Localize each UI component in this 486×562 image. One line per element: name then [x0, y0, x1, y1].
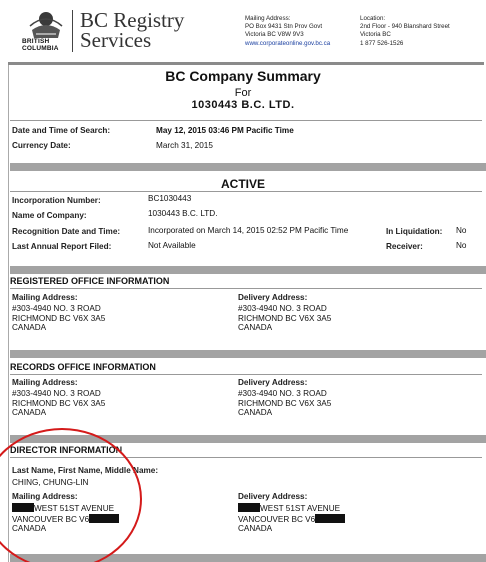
registered-mailing-label: Mailing Address: [12, 293, 78, 302]
divider-line [10, 120, 482, 121]
page-title: BC Company Summary [165, 68, 321, 84]
divider-line [10, 374, 482, 375]
top-divider-bar [8, 62, 484, 65]
records-delivery-address: #303-4940 NO. 3 ROAD RICHMOND BC V6X 3A5 CANADA [238, 389, 332, 418]
company-name-value: 1030443 B.C. LTD. [148, 209, 218, 218]
phone-number: 1 877 526-1526 [360, 39, 404, 47]
liquidation-label: In Liquidation: [386, 227, 443, 236]
records-mailing-address: #303-4940 NO. 3 ROAD RICHMOND BC V6X 3A5 CANADA [12, 389, 106, 418]
divider-line [10, 288, 482, 289]
registry-website-link[interactable]: www.corporateonline.gov.bc.ca [245, 39, 331, 47]
registered-delivery-address: #303-4940 NO. 3 ROAD RICHMOND BC V6X 3A5 CANADA [238, 304, 332, 333]
section-band [10, 163, 486, 171]
company-name-heading: 1030443 B.C. LTD. [191, 99, 295, 111]
director-delivery-address: WEST 51ST AVENUE VANCOUVER BC V6 CANADA [238, 503, 345, 534]
registry-header [0, 0, 486, 62]
recognition-date-label: Recognition Date and Time: [12, 227, 121, 236]
registered-delivery-label: Delivery Address: [238, 293, 308, 302]
incorporation-number-value: BC1030443 [148, 194, 192, 203]
section-band [10, 266, 486, 274]
records-delivery-label: Delivery Address: [238, 378, 308, 387]
divider-line [10, 191, 482, 192]
currency-date-value: March 31, 2015 [156, 141, 213, 150]
mailing-contact: Mailing Address: PO Box 9431 Stn Prov Govt Victoria BC V8W 9V3 www.corporateonline.gov.bc.ca [245, 15, 331, 47]
currency-date-label: Currency Date: [12, 141, 71, 150]
registered-mailing-address: #303-4940 NO. 3 ROAD RICHMOND BC V6X 3A5 CANADA [12, 304, 106, 333]
redaction-box [315, 514, 345, 523]
section-band [10, 350, 486, 358]
recognition-date-value: Incorporated on March 14, 2015 02:52 PM Pacific Time [148, 226, 349, 235]
redaction-box [238, 503, 260, 512]
incorporation-number-label: Incorporation Number: [12, 196, 101, 205]
annual-report-label: Last Annual Report Filed: [12, 242, 112, 251]
annual-report-value: Not Available [148, 241, 196, 250]
receiver-value: No [456, 241, 467, 250]
director-name-value: CHING, CHUNG-LIN [12, 478, 89, 487]
title-for: For [234, 87, 252, 99]
company-name-label: Name of Company: [12, 211, 87, 220]
liquidation-value: No [456, 226, 467, 235]
location-contact: Location: 2nd Floor - 940 Blanshard Street Victoria BC 1 877 526-1526 [360, 15, 450, 47]
records-office-heading: RECORDS OFFICE INFORMATION [10, 362, 156, 372]
director-mailing-address: WEST 51ST AVENUE VANCOUVER BC V6 CANADA [12, 503, 119, 534]
director-delivery-label: Delivery Address: [238, 492, 308, 501]
status-heading: ACTIVE [220, 177, 265, 191]
search-date-label: Date and Time of Search: [12, 126, 111, 135]
logo-wordmark: BRITISH COLUMBIA [22, 38, 59, 52]
logo-divider [72, 10, 73, 52]
receiver-label: Receiver: [386, 242, 423, 251]
director-mailing-label: Mailing Address: [12, 492, 78, 501]
search-date-value: May 12, 2015 03:46 PM Pacific Time [156, 126, 294, 135]
director-heading: DIRECTOR INFORMATION [10, 445, 123, 455]
records-mailing-label: Mailing Address: [12, 378, 78, 387]
bc-registry-brand: BC Registry Services [80, 8, 185, 52]
director-name-label: Last Name, First Name, Middle Name: [12, 466, 159, 475]
registered-office-heading: REGISTERED OFFICE INFORMATION [10, 276, 170, 286]
